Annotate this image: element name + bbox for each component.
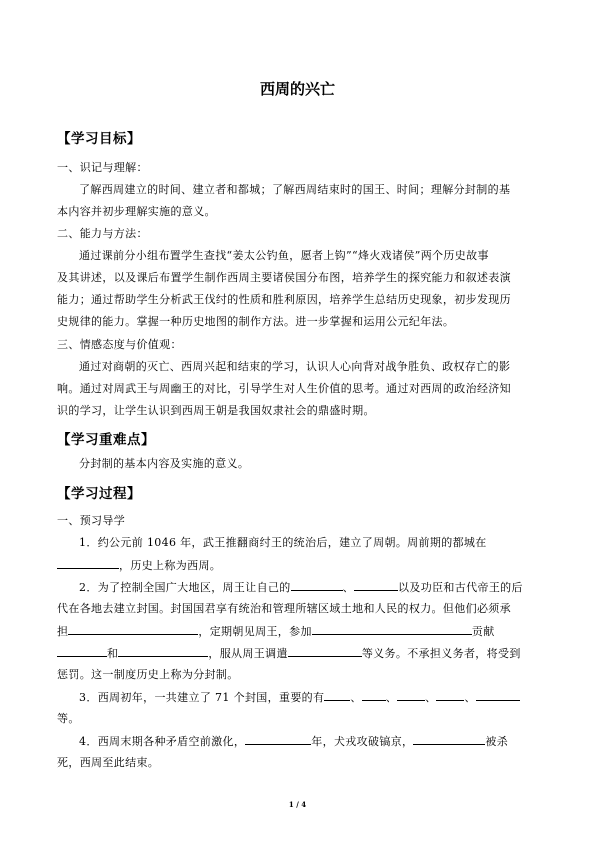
fill-blank[interactable]: [476, 690, 520, 701]
question-2-line: 惩罚。这一制度历史上称为分封制。: [57, 668, 239, 681]
fill-blank[interactable]: [245, 734, 311, 745]
goals-s2-title: 二、能力与方法：: [57, 227, 148, 240]
document-title: 西周的兴亡: [259, 80, 335, 98]
fill-blank[interactable]: [118, 646, 208, 657]
section-heading-keypoints: 【学习重难点】: [57, 432, 155, 448]
section-heading-goals: 【学习目标】: [57, 131, 141, 147]
fill-blank[interactable]: [68, 624, 198, 635]
question-4-line: 4．西周末期各种矛盾空前激化， 年，犬戎攻破镐京， 被杀: [79, 735, 509, 748]
goals-s2-line: 及其讲述，以及课后布置学生制作西周主要诸侯国分布图，培养学生的探究能力和叙述表演: [57, 271, 511, 284]
question-3-line: 等。: [57, 712, 80, 725]
goals-s2-line: 能力；通过帮助学生分析武王伐纣的性质和胜利原因，培养学生总结历史现象，初步发现历: [57, 293, 511, 306]
goals-s1-line: 本内容并初步理解实施的意义。: [57, 205, 216, 218]
goals-s2-line: 通过课前分小组布置学生查找“姜太公钓鱼，愿者上钩”“烽火戏诸侯”两个历史故事: [79, 249, 489, 262]
fill-blank[interactable]: [354, 580, 398, 591]
question-1-line: 1．约公元前 1046 年，武王推翻商纣王的统治后，建立了周朝。周前期的都城在: [79, 536, 487, 549]
fill-blank[interactable]: [57, 558, 119, 569]
question-3-line: 3．西周初年，一共建立了 71 个封国，重要的有 、 、 、 、: [79, 690, 520, 705]
goals-s3-line: 识的学习，让学生认识到西周王朝是我国奴隶社会的鼎盛时期。: [57, 404, 375, 417]
goals-s1-title: 一、识记与理解：: [57, 161, 148, 174]
question-2-line: 和 ，服从周王调遣 等义务。不承担义务者，将受到: [57, 646, 521, 661]
fill-blank[interactable]: [57, 646, 107, 657]
goals-s2-line: 史规律的能力。掌握一种历史地图的制作方法。进一步掌握和运用公元纪年法。: [57, 315, 455, 328]
fill-blank[interactable]: [312, 624, 472, 635]
question-2-line: 代在各地去建立封国。封国国君享有统治和管理所辖区域土地和人民的权力。但他们必须承: [57, 602, 511, 615]
fill-blank[interactable]: [324, 690, 350, 701]
fill-blank[interactable]: [436, 690, 464, 701]
question-4-line: 死，西周至此结束。: [57, 756, 160, 769]
goals-s1-line: 了解西周建立的时间、建立者和都城；了解西周结束时的国王、时间；理解分封制的基: [79, 183, 511, 196]
question-2-line: 2．为了控制全国广大地区，周王让自己的 、 以及功臣和古代帝王的后: [79, 581, 523, 594]
goals-s3-line: 响。通过对周武王与周幽王的对比，引导学生对人生价值的思考。通过对西周的政治经济知: [57, 382, 511, 395]
keypoints-line: 分封制的基本内容及实施的意义。: [79, 457, 250, 470]
fill-blank[interactable]: [413, 734, 485, 745]
goals-s3-line: 通过对商朝的灭亡、西周兴起和结束的学习，认识人心向背对战争胜负、政权存亡的影: [79, 360, 511, 373]
fill-blank[interactable]: [397, 690, 425, 701]
section-heading-process: 【学习过程】: [57, 486, 141, 502]
fill-blank[interactable]: [291, 580, 343, 591]
goals-s3-title: 三、情感态度与价值观：: [57, 338, 182, 351]
process-s1-title: 一、预习导学: [57, 514, 126, 527]
fill-blank[interactable]: [362, 690, 386, 701]
question-2-line: 担 ，定期朝见周王，参加 贡献: [57, 625, 495, 638]
question-1-line: ，历史上称为西周。: [57, 558, 221, 573]
fill-blank[interactable]: [288, 646, 362, 657]
page-number: 1 / 4: [288, 800, 307, 809]
